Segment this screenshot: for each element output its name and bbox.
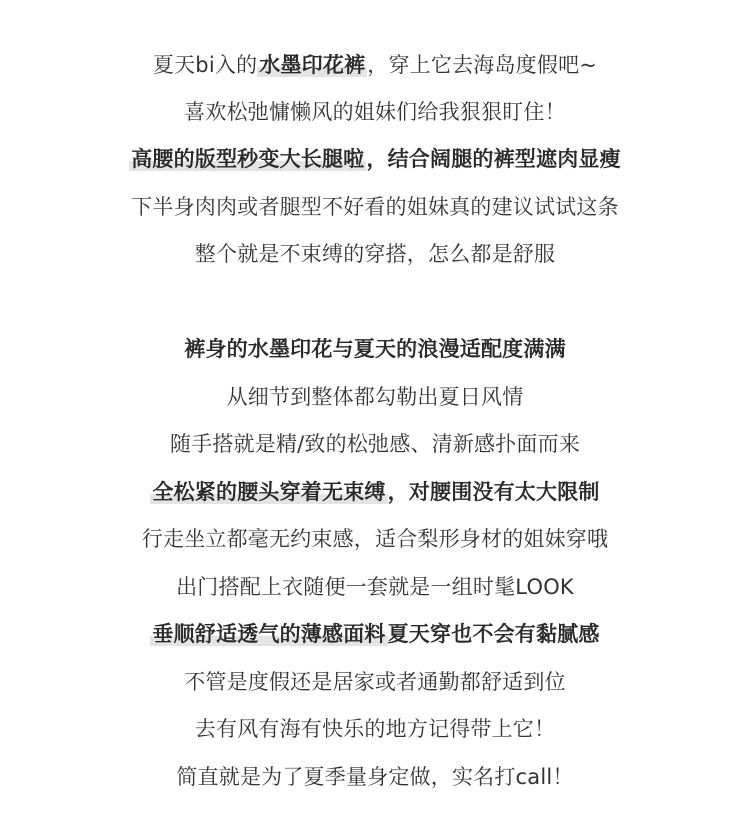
text-line-10: 行走坐立都毫无约束感，适合梨形身材的姐妹穿哦 [141, 527, 609, 551]
text-line-7: 从细节到整体都勾勒出夏日风情 [226, 385, 524, 409]
text-line-4: 下半身肉肉或者腿型不好看的姐妹真的建议试试这条 [131, 195, 619, 219]
text-line-14: 去有风有海有快乐的地方记得带上它！ [194, 717, 556, 741]
text-line-11: 出门搭配上衣随便一套就是一组时髦LOOK [176, 575, 574, 599]
text-line-12: 垂顺舒适透气的薄感面料夏天穿也不会有黏腻感 [152, 622, 600, 646]
text-line-15: 简直就是为了夏季量身定做，实名打call！ [176, 765, 574, 789]
text-line-2: 喜欢松弛慵懒风的姐妹们给我狠狠盯住！ [184, 100, 566, 124]
text-line-3: 高腰的版型秒变大长腿啦，结合阔腿的裤型遮肉显瘦 [131, 147, 621, 171]
text-line-8: 随手搭就是精/致的松弛感、清新感扑面而来 [169, 432, 581, 456]
text-line-5: 整个就是不束缚的穿搭，怎么都是舒服 [194, 242, 556, 266]
highlighted-phrase: 高腰的版型秒变大长腿啦 [131, 147, 365, 171]
highlighted-phrase: 垂顺舒适透气的薄感面料 [152, 622, 386, 646]
text-line-9: 全松紧的腰头穿着无束缚，对腰围没有太大限制 [152, 480, 600, 504]
text-line-6: 裤身的水墨印花与夏天的浪漫适配度满满 [184, 337, 566, 361]
text-line-1: 夏天bi入的水墨印花裤，穿上它去海岛度假吧~ [152, 53, 598, 77]
text-line-13: 不管是度假还是居家或者通勤都舒适到位 [184, 670, 566, 694]
highlighted-phrase: 全松紧的腰头穿着无束缚 [152, 480, 386, 504]
highlighted-phrase: 水墨印花裤 [259, 53, 366, 77]
